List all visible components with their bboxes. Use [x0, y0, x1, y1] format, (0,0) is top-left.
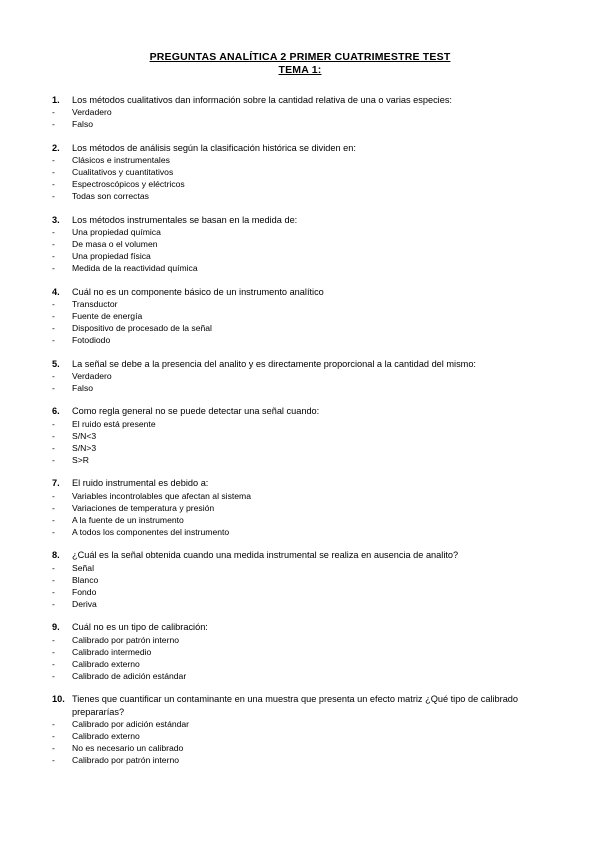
question-5 [52, 358, 552, 394]
bullet-dash: - [52, 418, 55, 429]
answer-option-text: Calibrado por patrón interno [72, 755, 180, 766]
bullet-dash: - [52, 526, 55, 537]
answer-option-text: Falso [72, 382, 94, 393]
question-7 [52, 477, 552, 538]
answer-option-text: No es necesario un calibrado [72, 742, 184, 753]
question-number: 1. [52, 95, 60, 105]
question-line [52, 286, 552, 298]
question-line [52, 214, 552, 226]
question-number: 4. [52, 286, 60, 297]
question-number: 9. [52, 622, 60, 633]
answer-option-text: Una propiedad química [72, 226, 161, 237]
answer-option [52, 322, 552, 334]
document-header [0, 51, 600, 77]
answer-option [52, 370, 552, 382]
question-line [52, 621, 552, 633]
answer-option [52, 154, 552, 166]
answer-option-text: Variables incontrolables que afectan al sistema [72, 490, 251, 501]
answer-option [52, 310, 552, 322]
question-text: Los métodos instrumentales se basan en la medida de: [72, 214, 298, 225]
bullet-dash: - [52, 586, 55, 597]
bullet-dash: - [52, 718, 55, 729]
bullet-dash: - [52, 598, 55, 609]
question-line [52, 549, 552, 561]
bullet-dash: - [52, 311, 55, 322]
bullet-dash: - [52, 179, 55, 190]
bullet-dash: - [52, 370, 55, 381]
answer-option-text: Transductor [72, 298, 118, 309]
bullet-dash: - [52, 298, 55, 309]
bullet-dash: - [52, 658, 55, 669]
bullet-dash: - [52, 323, 55, 334]
answer-option [52, 646, 552, 658]
question-text: La señal se debe a la presencia del analito y es directamente proporcional a la cantidad del mismo: [72, 358, 476, 369]
answer-option-text: Calibrado externo [72, 658, 140, 669]
bullet-dash: - [52, 119, 55, 130]
bullet-dash: - [52, 430, 55, 441]
question-text: Los métodos de análisis según la clasificación histórica se dividen en: [72, 142, 356, 153]
bullet-dash: - [52, 226, 55, 237]
question-number: 7. [52, 478, 60, 489]
answer-option [52, 298, 552, 310]
answer-option [52, 430, 552, 442]
bullet-dash: - [52, 670, 55, 681]
answer-option-text: De masa o el volumen [72, 239, 158, 250]
answer-option-text: Calibrado de adición estándar [72, 670, 187, 681]
bullet-dash: - [52, 562, 55, 573]
question-3 [52, 214, 552, 275]
question-text: ¿Cuál es la señal obtenida cuando una medida instrumental se realiza en ausencia de analito? [72, 550, 459, 561]
question-text: El ruido instrumental es debido a: [72, 478, 209, 489]
answer-option-text: Variaciones de temperatura y presión [72, 502, 215, 513]
answer-option [52, 106, 552, 118]
answer-option-text: Fuente de energía [72, 311, 143, 322]
answer-option [52, 586, 552, 598]
question-line [52, 405, 552, 417]
answer-option-text: Verdadero [72, 107, 112, 118]
answer-option [52, 598, 552, 610]
question-line [52, 94, 552, 106]
bullet-dash: - [52, 442, 55, 453]
question-10 [52, 693, 552, 766]
answer-option-text: Fotodiodo [72, 335, 111, 346]
answer-option-text: Calibrado intermedio [72, 646, 152, 657]
answer-option [52, 178, 552, 190]
question-number: 5. [52, 358, 60, 369]
answer-option-text: Dispositivo de procesado de la señal [72, 323, 212, 334]
answer-option [52, 166, 552, 178]
answer-option [52, 526, 552, 538]
answer-option-text: Falso [72, 119, 94, 130]
answer-option-text: Todas son correctas [72, 191, 149, 202]
question-number: 2. [52, 142, 60, 153]
question-line [52, 693, 552, 717]
answer-option-text: Medida de la reactividad química [72, 263, 198, 274]
bullet-dash: - [52, 634, 55, 645]
bullet-dash: - [52, 335, 55, 346]
answer-option-text: Señal [72, 562, 94, 573]
question-text: Los métodos cualitativos dan información sobre la cantidad relativa de una o varias especies: [72, 95, 452, 105]
answer-option-text: S/N<3 [72, 430, 97, 441]
answer-option [52, 658, 552, 670]
answer-option-text: Fondo [72, 586, 97, 597]
answer-option-text: Espectroscópicos y eléctricos [72, 179, 185, 190]
answer-option [52, 742, 552, 754]
bullet-dash: - [52, 167, 55, 178]
question-text: Cuál no es un tipo de calibración: [72, 622, 208, 633]
answer-option [52, 262, 552, 274]
answer-option-text: A la fuente de un instrumento [72, 514, 184, 525]
answer-option [52, 238, 552, 250]
question-8 [52, 549, 552, 610]
question-text: Tienes que cuantificar un contaminante en una muestra que presenta un efecto matriz ¿Qué tipo de calibrado prepararías? [72, 694, 519, 717]
answer-option-text: Cualitativos y cuantitativos [72, 167, 174, 178]
answer-option [52, 670, 552, 682]
answer-option-text: Una propiedad física [72, 251, 151, 262]
question-number: 6. [52, 406, 60, 417]
answer-option-text: Calibrado por adición estándar [72, 718, 190, 729]
question-2 [52, 142, 552, 203]
answer-option [52, 442, 552, 454]
answer-option [52, 754, 552, 766]
bullet-dash: - [52, 191, 55, 202]
bullet-dash: - [52, 154, 55, 165]
bullet-dash: - [52, 107, 55, 118]
bullet-dash: - [52, 382, 55, 393]
answer-option-text: Clásicos e instrumentales [72, 154, 170, 165]
bullet-dash: - [52, 490, 55, 501]
answer-option-text: Calibrado externo [72, 730, 140, 741]
answer-option [52, 118, 552, 130]
answer-option-text: S/N>3 [72, 442, 97, 453]
bullet-dash: - [52, 646, 55, 657]
question-text: Cuál no es un componente básico de un instrumento analítico [72, 286, 324, 297]
bullet-dash: - [52, 742, 55, 753]
answer-option-text: Deriva [72, 598, 97, 609]
bullet-dash: - [52, 454, 55, 465]
answer-option [52, 382, 552, 394]
answer-option-text: Calibrado por patrón interno [72, 634, 180, 645]
document-title: PREGUNTAS ANALÍTICA 2 PRIMER CUATRIMESTRE TEST [149, 51, 451, 63]
question-text: Como regla general no se puede detectar una señal cuando: [72, 406, 320, 417]
answer-option [52, 454, 552, 466]
answer-option [52, 334, 552, 346]
question-line [52, 358, 552, 370]
answer-option-text: El ruido está presente [72, 418, 156, 429]
answer-option-text: S>R [72, 454, 89, 465]
bullet-dash: - [52, 755, 55, 766]
question-line [52, 142, 552, 154]
answer-option [52, 190, 552, 202]
bullet-dash: - [52, 730, 55, 741]
question-list [52, 94, 552, 778]
bullet-dash: - [52, 514, 55, 525]
question-number: 3. [52, 214, 60, 225]
answer-option [52, 574, 552, 586]
answer-option [52, 418, 552, 430]
bullet-dash: - [52, 263, 55, 274]
bullet-dash: - [52, 251, 55, 262]
question-number: 10. [52, 694, 65, 705]
bullet-dash: - [52, 574, 55, 585]
question-number: 8. [52, 550, 60, 561]
answer-option [52, 502, 552, 514]
answer-option [52, 562, 552, 574]
answer-option [52, 250, 552, 262]
answer-option-text: Verdadero [72, 370, 112, 381]
answer-option-text: A todos los componentes del instrumento [72, 526, 230, 537]
question-line [52, 477, 552, 489]
answer-option [52, 718, 552, 730]
answer-option-text: Blanco [72, 574, 99, 585]
question-1 [52, 94, 552, 130]
answer-option [52, 634, 552, 646]
answer-option [52, 730, 552, 742]
section-title: TEMA 1: [278, 64, 322, 76]
answer-option [52, 226, 552, 238]
bullet-dash: - [52, 239, 55, 250]
bullet-dash: - [52, 502, 55, 513]
answer-option [52, 514, 552, 526]
question-9 [52, 621, 552, 682]
question-4 [52, 286, 552, 347]
question-6 [52, 405, 552, 466]
answer-option [52, 490, 552, 502]
